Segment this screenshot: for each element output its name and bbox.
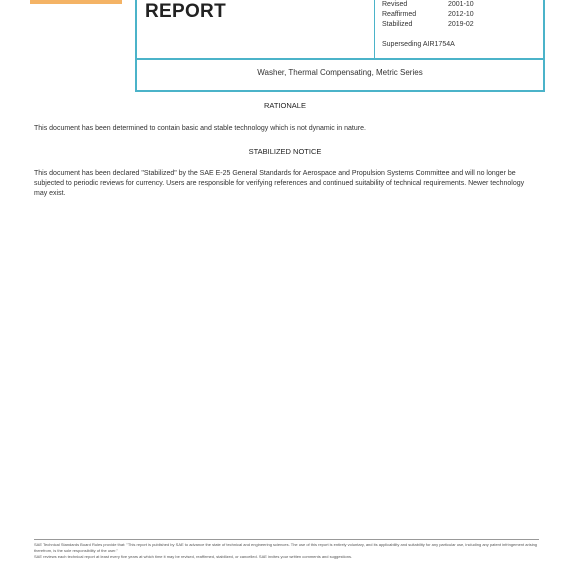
doc-type-cell — [137, 0, 375, 58]
stabilized-notice-text: This document has been declared "Stabilized" by the SAE E-25 General Standards for Aerospace and Propulsion Systems Committee and will no longer be subjected to periodic reviews for currency. Users are responsible for verifying references and continued suitability of technical requirements. Newer technology may exist. — [34, 170, 525, 197]
date-row-reaffirmed — [382, 10, 474, 20]
date-label: Stabilized — [382, 21, 413, 28]
document-header — [135, 0, 545, 92]
footer-line: SAE reviews each technical report at least every five years at which time it may be revised, reaffirmed, stabilized, or cancelled. SAE invites your written comments and suggestions. — [34, 554, 353, 559]
footer-divider — [34, 539, 539, 540]
date-value: 2012-10 — [448, 11, 474, 18]
date-label: Revised — [382, 1, 408, 8]
rationale-heading: RATIONALE — [264, 101, 306, 110]
date-value: 2001-10 — [448, 1, 474, 8]
document-title: Washer, Thermal Compensating, Metric Series — [257, 68, 423, 77]
footer-notice — [34, 542, 539, 561]
date-value: 2019-02 — [448, 21, 474, 28]
footer-line: SAE Technical Standards Board Rules provide that: "This report is published by SAE to advance the state of technical and engineering sciences. The use of this report is entirely voluntary, and its applicability and suitability for any particular use, including any patent infringement arising therefrom, is the sole responsibility of the user." — [34, 542, 538, 553]
date-label: Reaffirmed — [382, 11, 417, 18]
sae-logo — [30, 0, 122, 4]
superseding-note: Superseding AIR1754A — [382, 41, 455, 48]
dates-cell — [375, 0, 545, 58]
date-row-revised — [382, 0, 474, 10]
stabilized-notice-heading: STABILIZED NOTICE — [248, 147, 322, 156]
rationale-text: This document has been determined to contain basic and stable technology which is not dynamic in nature. — [34, 125, 366, 132]
date-row-stabilized — [382, 20, 474, 30]
header-divider — [137, 58, 543, 60]
date-list — [382, 0, 474, 30]
doc-type: REPORT — [145, 1, 226, 22]
